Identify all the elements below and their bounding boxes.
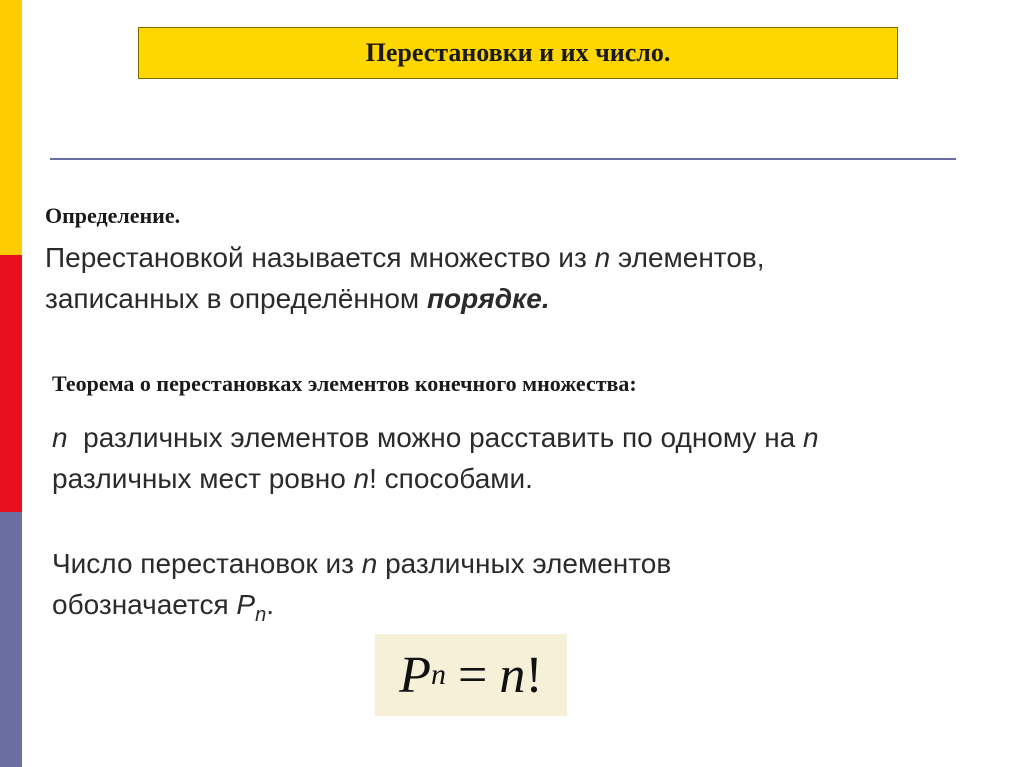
theorem-var-n-3: n: [353, 463, 370, 494]
theorem-part2: различных мест ровно: [52, 463, 354, 494]
accent-bar-red: [0, 255, 22, 512]
notation-var-n: n: [361, 548, 378, 579]
title-divider: [50, 158, 956, 160]
formula-p: P: [399, 646, 432, 704]
definition-line1-start: Перестановкой называется множество из: [45, 242, 595, 273]
definition-var-n: n: [594, 242, 611, 273]
definition-text: [45, 237, 985, 319]
formula-rhs-n: n: [499, 646, 526, 704]
formula-subscript: n: [431, 658, 447, 691]
definition-line1-end: элементов,: [610, 242, 765, 273]
notation-part1: Число перестановок из: [52, 548, 362, 579]
accent-bar-yellow: [0, 0, 22, 255]
formula-factorial: !: [525, 646, 543, 704]
theorem-var-n-1: n: [52, 422, 68, 453]
definition-emphasis: порядке: [426, 283, 542, 314]
notation-symbol-p: P: [236, 589, 256, 620]
theorem-text: [52, 417, 1002, 499]
slide-title-box: [138, 27, 898, 79]
notation-end: .: [266, 589, 274, 620]
theorem-var-n-2: n: [803, 422, 819, 453]
notation-part2: различных элементов: [377, 548, 672, 579]
definition-period: .: [541, 283, 550, 314]
slide-title: Перестановки и их число.: [365, 38, 671, 67]
notation-subscript-n: n: [255, 603, 267, 626]
formula-box: [375, 634, 567, 716]
theorem-part1: различных элементов можно расставить по одному на: [67, 422, 804, 453]
accent-bar-blue: [0, 512, 22, 767]
theorem-heading: Теорема о перестановках элементов конечного множества:: [52, 371, 637, 396]
notation-part3: обозначается: [52, 589, 237, 620]
theorem-part3: ! способами.: [369, 463, 533, 494]
definition-line2-start: записанных в определённом: [45, 283, 427, 314]
notation-text: [52, 543, 1002, 636]
definition-heading: Определение.: [45, 203, 181, 228]
formula-equals: =: [458, 646, 488, 704]
